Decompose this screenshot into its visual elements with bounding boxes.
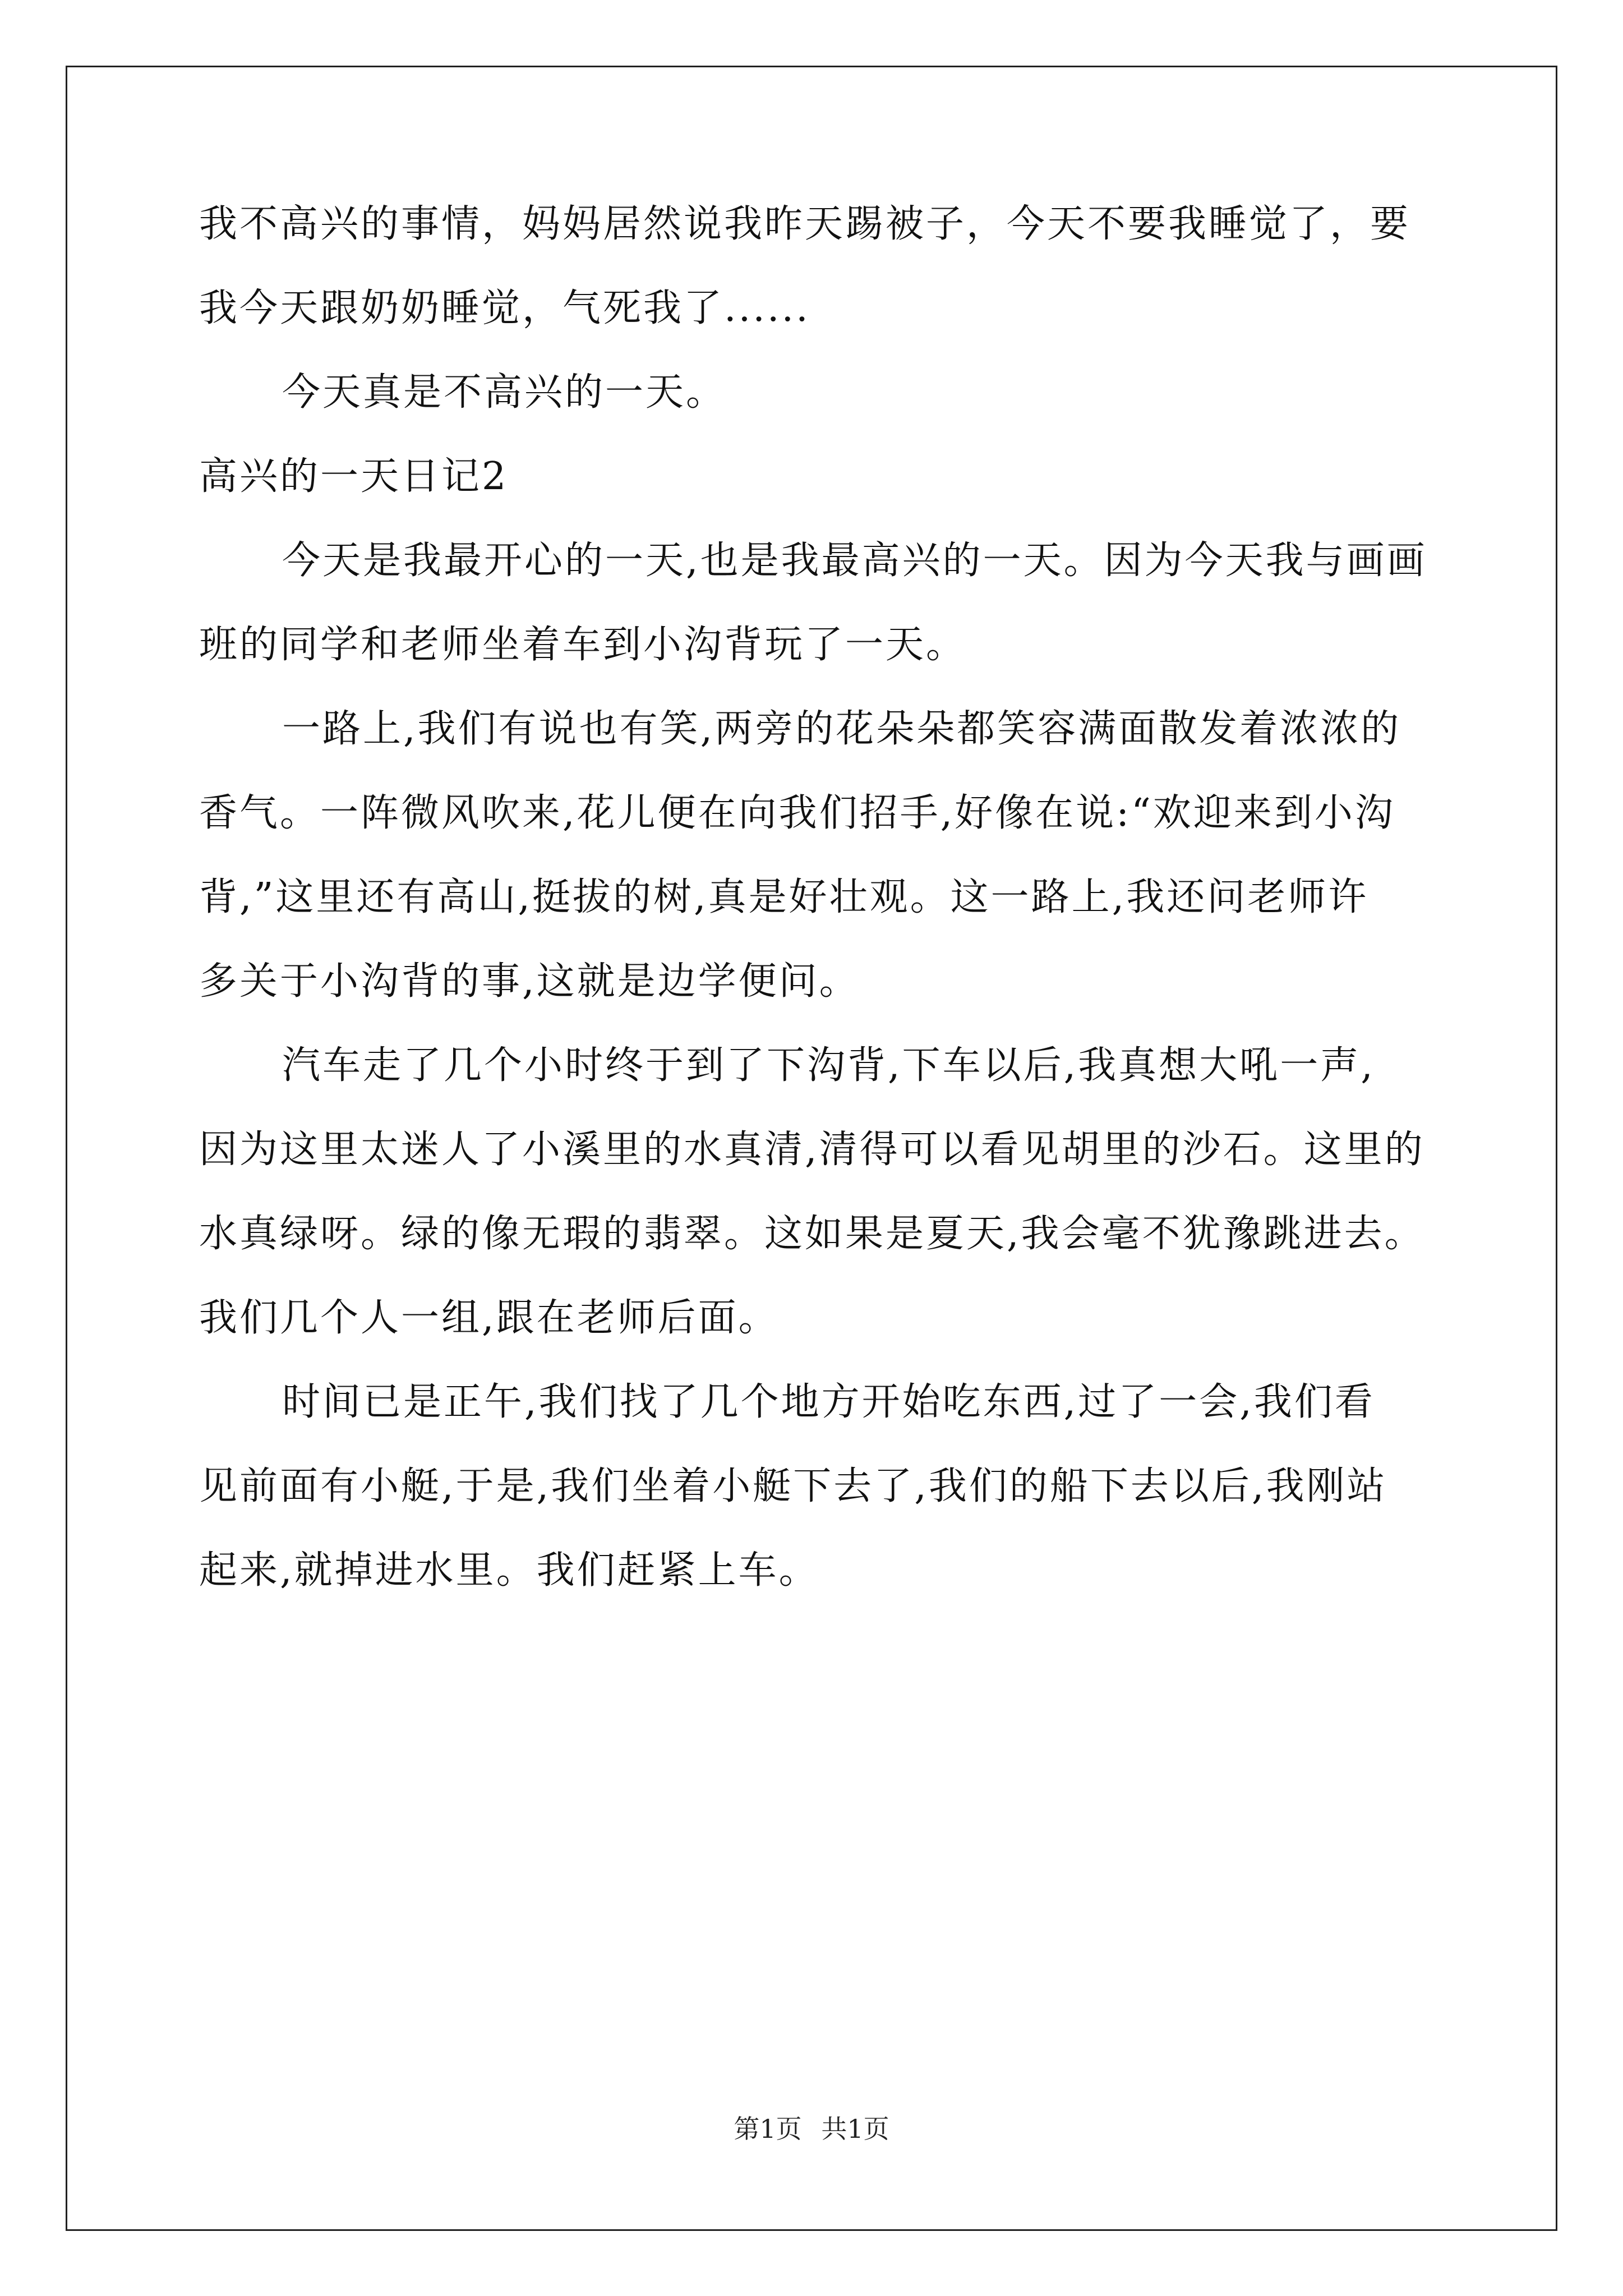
paragraph-line: 香气。一阵微风吹来,花儿便在向我们招手,好像在说:“欢迎来到小沟 <box>199 791 1395 835</box>
page-total: 共1页 <box>821 2114 889 2144</box>
paragraph-line: 我今天跟奶奶睡觉，气死我了...... <box>199 286 810 330</box>
paragraph-line: 班的同学和老师坐着车到小沟背玩了一天。 <box>199 623 967 667</box>
paragraph-line: 我们几个人一组,跟在老师后面。 <box>199 1296 779 1340</box>
page-number: 第1页 <box>734 2114 802 2144</box>
page-footer <box>0 2112 1623 2146</box>
paragraph-line: 背,”这里还有高山,挺拔的树,真是好壮观。这一路上,我还问老师许 <box>199 875 1369 919</box>
paragraph-line: 一路上,我们有说也有笑,两旁的花朵朵都笑容满面散发着浓浓的 <box>282 707 1401 751</box>
paragraph-line: 时间已是正午,我们找了几个地方开始吃东西,过了一会,我们看 <box>282 1380 1375 1424</box>
paragraph-line: 水真绿呀。绿的像无瑕的翡翠。这如果是夏天,我会毫不犹豫跳进去。 <box>199 1212 1425 1256</box>
paragraph-line: 我不高兴的事情，妈妈居然说我昨天踢被子，今天不要我睡觉了，要 <box>199 202 1411 246</box>
paragraph-line: 见前面有小艇,于是,我们坐着小艇下去了,我们的船下去以后,我刚站 <box>199 1464 1387 1508</box>
section-heading: 高兴的一天日记2 <box>199 454 509 499</box>
paragraph-line: 多关于小沟背的事,这就是边学便问。 <box>199 959 860 1004</box>
paragraph-line: 汽车走了几个小时终于到了下沟背,下车以后,我真想大吼一声, <box>282 1043 1375 1088</box>
paragraph-line: 今天是我最开心的一天,也是我最高兴的一天。因为今天我与画画 <box>282 539 1427 583</box>
paragraph-line: 今天真是不高兴的一天。 <box>282 370 727 415</box>
paragraph-line: 起来,就掉进水里。我们赶紧上车。 <box>199 1548 819 1593</box>
paragraph-line: 因为这里太迷人了小溪里的水真清,清得可以看见胡里的沙石。这里的 <box>199 1128 1425 1172</box>
